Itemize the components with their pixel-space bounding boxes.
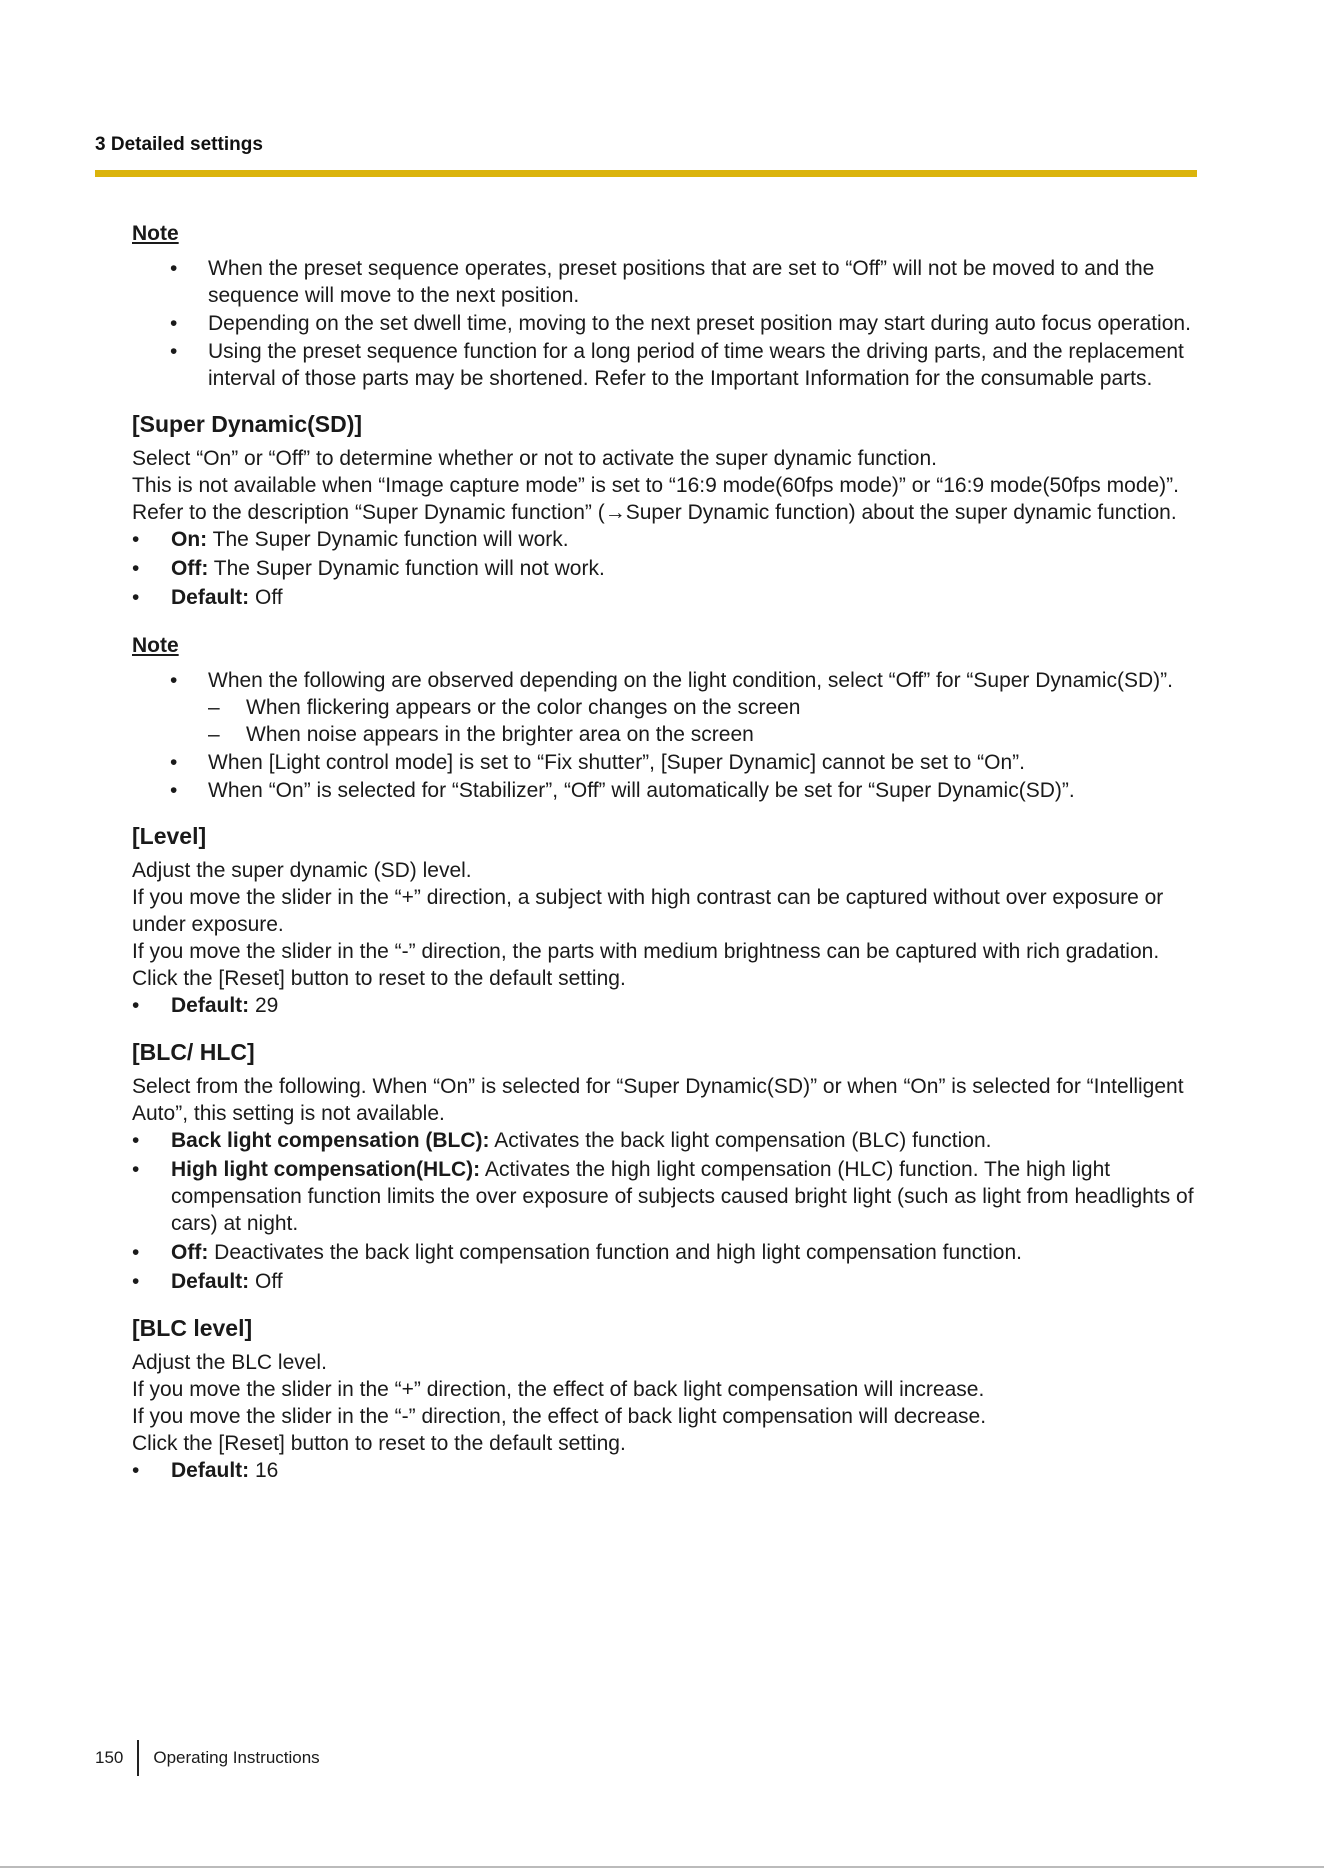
option-text: The Super Dynamic function will not work. [208,557,605,580]
option-label: Default: [171,994,250,1017]
note-list [132,667,1200,804]
blc-level-section [132,1313,1200,1484]
note-item: • Using the preset sequence function for a long period of time wears the driving parts, and the replacement interval of those parts may be shortened. Refer to the Important Information for the consumable parts. [132,338,1200,392]
paragraph: Refer to the description “Super Dynamic function” (→Super Dynamic function) about the super dynamic function. [132,501,1177,524]
paragraph: Select “On” or “Off” to determine whether or not to activate the super dynamic function. [132,447,937,470]
paragraph: Click the [Reset] button to reset to the default setting. [132,967,626,990]
option-item [132,992,1200,1019]
option-text: Activates the high light compensation (HLC) function. The high light compensation function limits the over exposure of subjects caused bright light (such as light from headlights of cars) at night. [171,1158,1194,1235]
option-text: Off [249,586,283,609]
sub-item: – When flickering appears or the color changes on the screen [208,694,1200,721]
option-text: Deactivates the back light compensation function and high light compensation function. [208,1241,1022,1264]
option-item [132,526,1200,553]
note-title: Note [132,634,179,657]
page-footer [95,1740,320,1776]
option-label: Default: [171,1459,250,1482]
note-item: • When “On” is selected for “Stabilizer”, “Off” will automatically be set for “Super Dynamic(SD)”. [132,777,1200,804]
header-rule [95,170,1197,177]
note-item: • When the preset sequence operates, preset positions that are set to “Off” will not be moved to and the sequence will move to the next position. [132,255,1200,309]
note-block-2 [132,632,1200,804]
paragraph: If you move the slider in the “-” direction, the effect of back light compensation will decrease. [132,1405,987,1428]
paragraph: If you move the slider in the “+” direction, a subject with high contrast can be captured without over exposure or under exposure. [132,886,1164,936]
paragraph: Select from the following. When “On” is selected for “Super Dynamic(SD)” or when “On” is selected for “Intelligent Auto”, this setting is not available. [132,1075,1184,1125]
option-text: Off [249,1270,283,1293]
option-text: 29 [249,994,279,1017]
paragraph: Adjust the super dynamic (SD) level. [132,859,472,882]
note-text: When the following are observed depending on the light condition, select “Off” for “Super Dynamic(SD)”. [208,669,1173,692]
option-list [132,1457,1200,1484]
option-label: Off: [171,1241,209,1264]
option-item [132,1156,1200,1237]
section-heading: [Level] [132,823,207,849]
footer-label: Operating Instructions [153,1748,320,1767]
paragraph: This is not available when “Image capture mode” is set to “16:9 mode(60fps mode)” or “16:9 mode(50fps mode)”. [132,474,1179,497]
option-item [132,1239,1200,1266]
page-content [132,220,1200,1486]
option-item [132,584,1200,611]
option-item [132,1457,1200,1484]
section-heading: [BLC/ HLC] [132,1039,255,1065]
option-item [132,1127,1200,1154]
section-heading: [Super Dynamic(SD)] [132,411,363,437]
sub-item: – When noise appears in the brighter area on the screen [208,721,1200,748]
sub-list [208,694,1200,748]
paragraph: Click the [Reset] button to reset to the default setting. [132,1432,626,1455]
note-item [132,667,1200,748]
option-text: 16 [249,1459,279,1482]
option-label: On: [171,528,208,551]
section-header-title: 3 Detailed settings [95,134,263,155]
option-label: High light compensation(HLC): [171,1158,481,1181]
paragraph: If you move the slider in the “+” direction, the effect of back light compensation will increase. [132,1378,985,1401]
option-list [132,526,1200,611]
note-block-1 [132,220,1200,392]
note-title: Note [132,222,179,245]
note-item: • When [Light control mode] is set to “Fix shutter”, [Super Dynamic] cannot be set to “On”. [132,749,1200,776]
option-label: Default: [171,1270,250,1293]
option-text: The Super Dynamic function will work. [207,528,569,551]
option-list [132,1127,1200,1295]
option-label: Back light compensation (BLC): [171,1129,490,1152]
paragraph: Adjust the BLC level. [132,1351,327,1374]
bottom-rule [0,1866,1324,1868]
option-text: Activates the back light compensation (BLC) function. [489,1129,992,1152]
page-number: 150 [95,1748,124,1767]
option-item [132,1268,1200,1295]
section-heading: [BLC level] [132,1315,253,1341]
super-dynamic-section [132,409,1200,611]
level-section [132,821,1200,1019]
note-item: • Depending on the set dwell time, moving to the next preset position may start during auto focus operation. [132,310,1200,337]
option-item [132,555,1200,582]
blc-hlc-section [132,1037,1200,1295]
note-list [132,255,1200,392]
paragraph: If you move the slider in the “-” direction, the parts with medium brightness can be captured with rich gradation. [132,940,1160,963]
option-label: Off: [171,557,209,580]
option-list [132,992,1200,1019]
option-label: Default: [171,586,250,609]
